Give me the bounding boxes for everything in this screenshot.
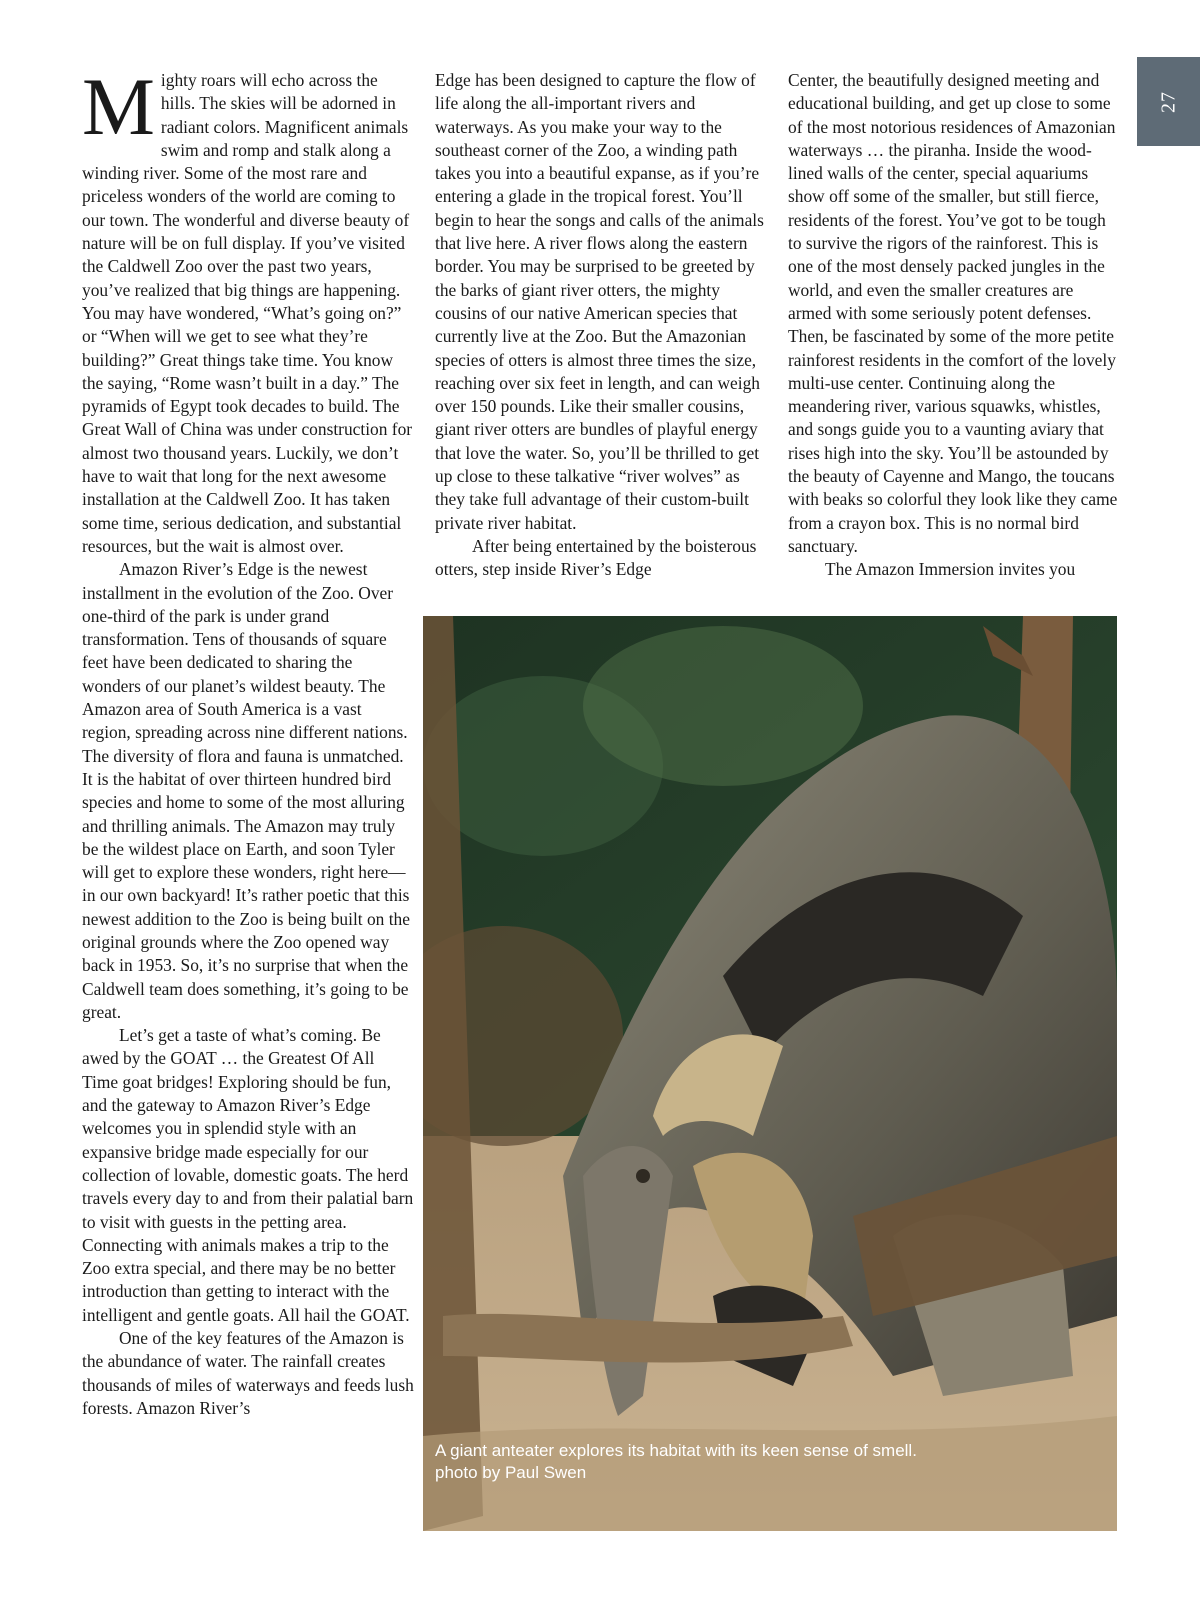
paragraph-text: ighty roars will echo across the hills. The skies will be adorned in radiant colors. Magnificent animals swim and romp and stalk along a winding river. Some of the most rare and priceless wonders of the world are coming to our town. The wonderful and diverse beauty of nature will be on full display. If you’ve visited the Caldwell Zoo over the past two years, you’ve realized that big things are happening. You may have wondered, “What’s going on?” or “When will we get to see what they’re building?” Great things take time. You know the saying, “Rome wasn’t built in a day.” The pyramids of Egypt took decades to build. The Great Wall of China was under construction for almost two thousand years. Luckily, we don’t have to wait that long for the next awesome installation at the Caldwell Zoo. It has taken some time, serious dedication, and substantial resources, but the wait is almost over. xyxy=(82,70,413,556)
article-paragraph: Edge has been designed to capture the flow of life along the all-important rivers and waterways. As you make your way to the southeast corner of the Zoo, a winding path takes you into a beautiful expanse, as if you’re entering a glade in the tropical forest. You’ll begin to hear the songs and calls of the animals that live here. A river flows along the eastern border. You may be surprised to be greeted by the barks of giant river otters, the mighty cousins of our native American species that currently live at the Zoo. But the Amazonian species of otters is almost three times the size, reaching over six feet in length, and can weigh over 150 pounds. Like their smaller cousins, giant river otters are bundles of playful energy that love the water. So, you’ll be thrilled to get up close to these talkative “river wolves” as they take full advantage of their custom-built private river habitat. xyxy=(435,70,764,533)
page-number: 27 xyxy=(1157,90,1179,113)
article-paragraph: Center, the beautifully designed meeting and educational building, and get up close to some of the most notorious residences of Amazonian waterways … the piranha. Inside the wood-lined walls of the center, special aquariums show off some of the smaller, but still fierce, residents of the forest. You’ve got to be tough to survive the rigors of the rainforest. This is one of the most densely packed jungles in the world, and even the smaller creatures are armed with some seriously potent defenses. Then, be fascinated by some of the more petite rainforest residents in the comfort of the lovely multi-use center. Continuing along the meandering river, various squawks, whistles, and songs guide you to a vaunting aviary that rises high into the sky. You’ll be astounded by the beauty of Cayenne and Mango, the toucans with beaks so colorful they look like they came from a crayon box. This is no normal bird sanctuary. xyxy=(788,70,1118,556)
drop-cap: M xyxy=(82,61,155,152)
article-paragraph xyxy=(82,61,414,558)
article-paragraph: After being entertained by the boisterous otters, step inside River’s Edge xyxy=(435,535,757,580)
article-paragraph: Amazon River’s Edge is the newest installment in the evolution of the Zoo. Over one-third of the park is under grand transformation. Tens of thousands of square feet have been dedicated to sharing the wonders of our planet’s wildest beauty. The Amazon area of South America is a vast region, spreading across nine different nations. The diversity of flora and fauna is unmatched. It is the habitat of over thirteen hundred bird species and home to some of the most alluring and thrilling animals. The Amazon may truly be the wildest place on Earth, and soon Tyler will get to explore these wonders, right here—in our own backyard! It’s rather poetic that this newest addition to the Zoo is being built on the original grounds where the Zoo opened way back in 1953. So, it’s no surprise that when the Caldwell team does something, it’s going to be great. xyxy=(82,559,410,1022)
anteater-photo xyxy=(423,616,1117,1531)
article-column-1 xyxy=(82,61,414,1420)
article-paragraph: Let’s get a taste of what’s coming. Be awed by the GOAT … the Greatest Of All Time goat bridges! Exploring should be fun, and the gateway to Amazon River’s Edge welcomes you in splendid style with an expansive bridge made especially for our collection of lovable, domestic goats. The herd travels every day to and from their palatial barn to visit with guests in the petting area. Connecting with animals makes a trip to the Zoo extra special, and there may be no better introduction than getting to interact with the intelligent and gentle goats. All hail the GOAT. xyxy=(82,1025,414,1325)
anteater-illustration xyxy=(423,616,1117,1531)
article-paragraph: One of the key features of the Amazon is the abundance of water. The rainfall creates thousands of miles of waterways and feeds lush forests. Amazon River’s xyxy=(82,1328,414,1418)
page-number-tab xyxy=(1137,57,1200,146)
caption-line-1: A giant anteater explores its habitat with its keen sense of smell. xyxy=(435,1441,917,1460)
article-column-3 xyxy=(788,69,1121,582)
article-paragraph: The Amazon Immersion invites you xyxy=(825,559,1076,580)
caption-line-2: photo by Paul Swen xyxy=(435,1463,587,1482)
article-column-2 xyxy=(435,69,770,582)
